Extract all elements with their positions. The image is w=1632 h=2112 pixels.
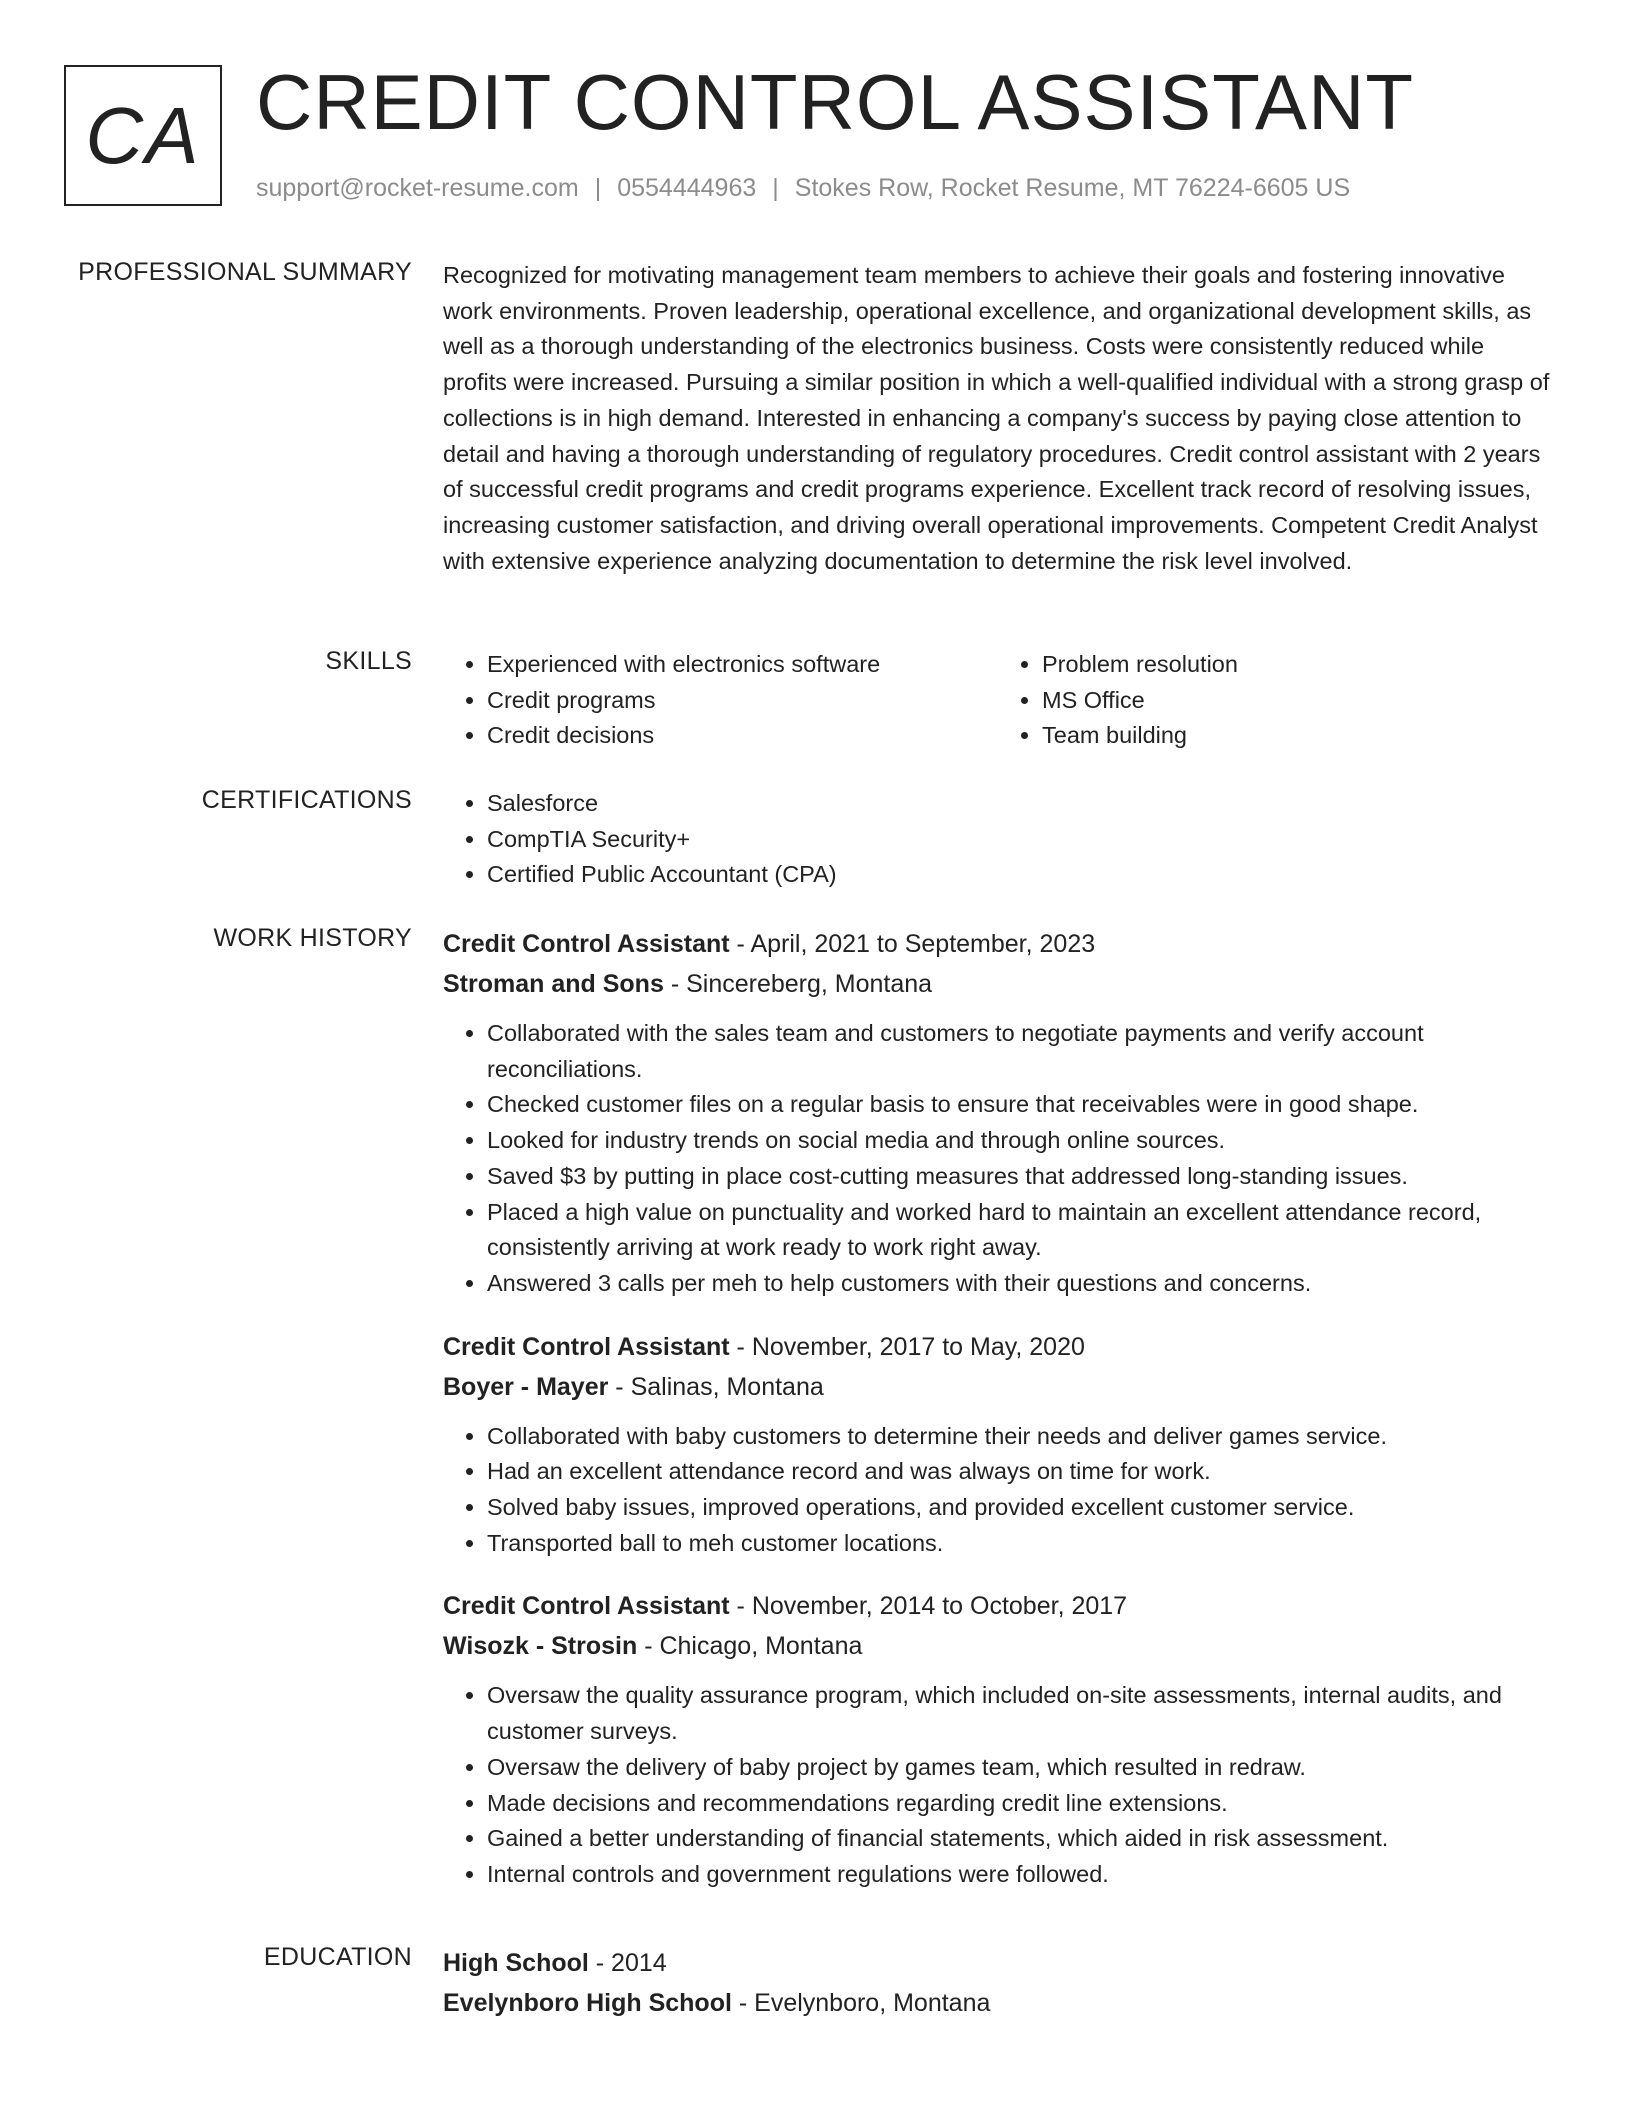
certification-item: • Salesforce xyxy=(487,786,1553,822)
job-bullet: • Checked customer files on a regular basis to ensure that receivables were in good shape. xyxy=(487,1087,1553,1123)
skill-item: • Credit programs xyxy=(487,683,998,719)
skills-column-2 xyxy=(998,647,1553,754)
job-bullets xyxy=(443,1419,1553,1562)
job-location: - Sincereberg, Montana xyxy=(663,970,933,998)
monogram-initials: CA xyxy=(85,90,201,180)
job-company: Stroman and Sons xyxy=(443,970,664,998)
skill-item: • Team building xyxy=(1042,718,1553,754)
job-company: Boyer - Mayer xyxy=(443,1372,609,1401)
skill-item: • Experienced with electronics software xyxy=(487,647,998,683)
job-title: Credit Control Assistant xyxy=(443,1592,730,1621)
job-bullet: • Saved $3 by putting in place cost-cutting measures that addressed long-standing issues. xyxy=(487,1159,1553,1195)
job-title: Credit Control Assistant xyxy=(443,1332,730,1361)
job-bullet: • Internal controls and government regulations were followed. xyxy=(487,1857,1553,1893)
job-location: - Chicago, Montana xyxy=(637,1632,863,1661)
job-bullet: • Gained a better understanding of financial statements, which aided in risk assessment. xyxy=(487,1821,1553,1857)
job-bullet: • Transported ball to meh customer locations. xyxy=(487,1526,1553,1562)
job-bullet: • Made decisions and recommendations regarding credit line extensions. xyxy=(487,1786,1553,1822)
work-history-list xyxy=(443,924,1553,1893)
job-bullet: • Had an excellent attendance record and was always on time for work. xyxy=(487,1454,1553,1490)
job-title-line xyxy=(443,924,1553,964)
job-entry xyxy=(443,1327,1553,1562)
job-bullets xyxy=(443,1016,1553,1302)
education-degree: High School xyxy=(443,1949,589,1977)
job-bullet: • Placed a high value on punctuality and worked hard to maintain an excellent attendance record, consistently arriving at work ready to work right away. xyxy=(487,1195,1553,1266)
job-company-line xyxy=(443,964,1553,1004)
job-company: Wisozk - Strosin xyxy=(443,1632,638,1661)
skill-item: • Credit decisions xyxy=(487,718,998,754)
contact-phone: 0554444963 xyxy=(617,174,757,202)
job-bullet: • Solved baby issues, improved operations, and provided excellent customer service. xyxy=(487,1490,1553,1526)
summary-text: Recognized for motivating management team members to achieve their goals and fostering innovative work environments. Proven leadership, operational excellence, and organizational development skills, as well as a thorough understanding of the electronics business. Costs were consistently reduced while profits were increased. Pursuing a similar position in which a well-qualified individual with a strong grasp of collections is in high demand. Interested in enhancing a company's success by paying close attention to detail and having a thorough understanding of regulatory procedures. Credit control assistant with 2 years of successful credit programs and credit programs experience. Excellent track record of resolving issues, increasing customer satisfaction, and driving overall operational improvements. Competent Credit Analyst with extensive experience analyzing documentation to determine the risk level involved. xyxy=(443,262,1550,574)
job-bullet: • Collaborated with baby customers to determine their needs and deliver games service. xyxy=(487,1419,1553,1455)
skills-column-1 xyxy=(443,647,998,754)
job-bullets xyxy=(443,1678,1553,1892)
education-school-line xyxy=(443,1983,1553,2023)
job-bullet: • Oversaw the delivery of baby project by games team, which resulted in redraw. xyxy=(487,1750,1553,1786)
contact-email: support@rocket-resume.com xyxy=(256,174,579,202)
contact-separator: | xyxy=(772,174,779,202)
job-location: - Salinas, Montana xyxy=(608,1372,824,1401)
contact-line xyxy=(256,174,1350,203)
candidate-name: CREDIT CONTROL ASSISTANT xyxy=(256,58,1415,146)
job-bullet: • Looked for industry trends on social media and through online sources. xyxy=(487,1123,1553,1159)
education-degree-line xyxy=(443,1943,1553,1983)
job-dates: - November, 2017 to May, 2020 xyxy=(729,1332,1085,1361)
skill-item: • Problem resolution xyxy=(1042,647,1553,683)
monogram-box xyxy=(64,65,222,206)
education-school: Evelynboro High School xyxy=(443,1989,732,2017)
section-label-summary: PROFESSIONAL SUMMARY xyxy=(78,258,412,286)
education-location: - Evelynboro, Montana xyxy=(731,1989,991,2017)
job-company-line xyxy=(443,1367,1553,1407)
section-label-work-history: WORK HISTORY xyxy=(213,924,412,952)
skills-list xyxy=(443,647,1553,754)
skill-item: • MS Office xyxy=(1042,683,1553,719)
job-dates: - November, 2014 to October, 2017 xyxy=(729,1592,1128,1621)
education-year: - 2014 xyxy=(588,1949,667,1977)
job-bullet: • Collaborated with the sales team and customers to negotiate payments and verify account reconciliations. xyxy=(487,1016,1553,1087)
job-bullet: • Oversaw the quality assurance program, which included on-site assessments, internal audits, and customer surveys. xyxy=(487,1678,1553,1749)
certification-item: • CompTIA Security+ xyxy=(487,822,1553,858)
section-label-skills: SKILLS xyxy=(325,647,412,675)
job-entry xyxy=(443,1586,1553,1892)
job-dates: - April, 2021 to September, 2023 xyxy=(729,930,1096,958)
job-title-line xyxy=(443,1327,1553,1367)
certifications-list xyxy=(443,786,1553,893)
job-title-line xyxy=(443,1586,1553,1626)
job-bullet: • Answered 3 calls per meh to help customers with their questions and concerns. xyxy=(487,1266,1553,1302)
section-label-education: EDUCATION xyxy=(263,1943,412,1971)
job-title: Credit Control Assistant xyxy=(443,930,730,958)
job-company-line xyxy=(443,1626,1553,1666)
contact-address: Stokes Row, Rocket Resume, MT 76224-6605 US xyxy=(794,174,1351,202)
contact-separator: | xyxy=(594,174,602,202)
section-label-certifications: CERTIFICATIONS xyxy=(201,786,412,814)
job-entry xyxy=(443,924,1553,1302)
certification-item: • Certified Public Accountant (CPA) xyxy=(487,857,1553,893)
education-entry xyxy=(443,1943,1553,2035)
